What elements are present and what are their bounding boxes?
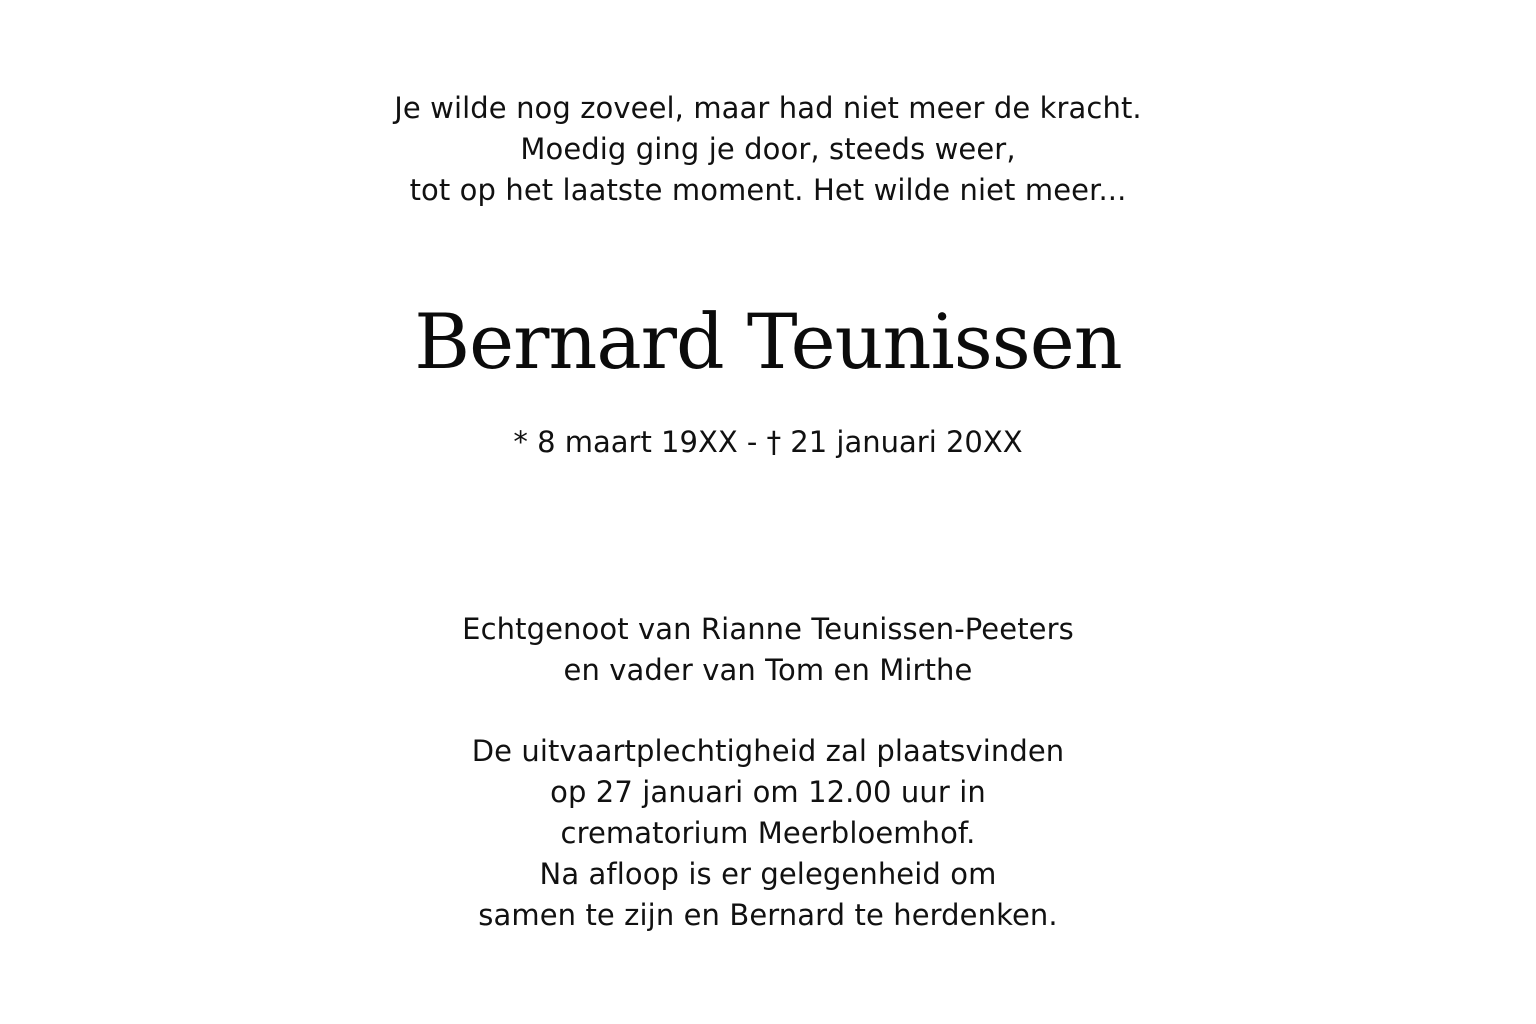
ceremony-details [0,731,1536,936]
poem-line: Moedig ging je door, steeds weer, [520,132,1016,166]
memorial-poem [0,88,1536,211]
ceremony-line: op 27 januari om 12.00 uur in [550,775,986,809]
ceremony-line: crematorium Meerbloemhof. [560,816,976,850]
poem-line: Je wilde nog zoveel, maar had niet meer de kracht. [394,91,1142,125]
life-dates: * 8 maart 19XX - † 21 januari 20XX [513,425,1023,459]
ceremony-line: De uitvaartplechtigheid zal plaatsvinden [471,734,1065,768]
ceremony-line: samen te zijn en Bernard te herdenken. [478,898,1058,932]
ceremony-line: Na afloop is er gelegenheid om [539,857,997,891]
family-info [0,609,1536,691]
family-line: Echtgenoot van Rianne Teunissen-Peeters [462,612,1074,646]
deceased-name: Bernard Teunissen [414,297,1122,386]
poem-line: tot op het laatste moment. Het wilde niet meer... [409,173,1127,207]
family-line: en vader van Tom en Mirthe [563,653,973,687]
